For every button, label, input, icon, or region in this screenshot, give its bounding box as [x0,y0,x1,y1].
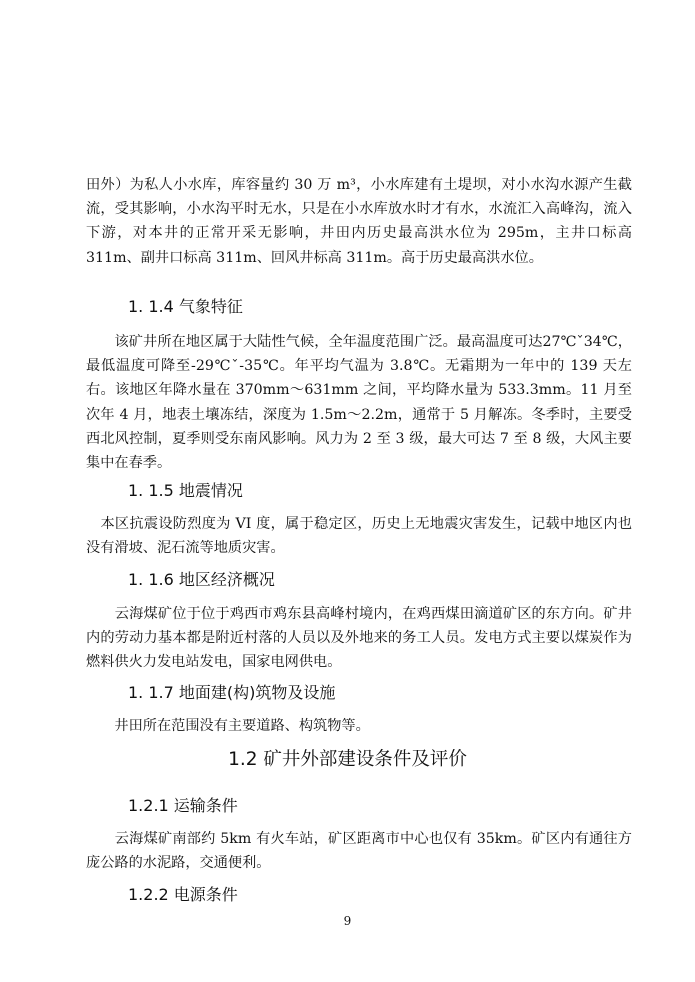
heading-1-1-7: 1. 1.7 地面建(构)筑物及设施 [128,683,336,702]
paragraph-climate: 该矿井所在地区属于大陆性气候，全年温度范围广泛。最高温度可达27℃ˇ34℃， 最低温度可降至-29℃ˇ-35℃。年平均气温为 3.8℃。无霜期为一年中的 139 天左右。该地区年降水量在 370mm～631mm 之间，平均降水量为 533.3mm。11 月至次年 4 月，地表土壤冻结，深度为 1.5m～2.2m，通常于 5 月解冻。冬季时，主要受西北风控制，夏季则受东南风影响。风力为 2 至 3 级，最大可达 7 至 8 级，大风主要集中在春季。 [86,334,632,472]
page-number: 9 [343,914,352,928]
heading-1-2-2: 1.2.2 电源条件 [128,885,238,904]
paragraph-surface-buildings: 井田所在范围没有主要道路、构筑物等。 [86,718,370,734]
paragraph-economy: 云海煤矿位于位于鸡西市鸡东县高峰村境内，在鸡西煤田滴道矿区的东方向。矿井内的劳动力基本都是附近村落的人员以及外地来的务工人员。发电方式主要以煤炭作为燃料供火力发电站发电，国家电网供电。 [86,606,632,671]
heading-1-1-5: 1. 1.5 地震情况 [128,481,243,500]
paragraph-transport: 云海煤矿南部约 5km 有火车站，矿区距离市中心也仅有 35km。矿区内有通往方庞公路的水泥路，交通便利。 [86,831,632,872]
heading-1-1-4: 1. 1.4 气象特征 [128,297,243,316]
heading-1-2: 1.2 矿井外部建设条件及评价 [228,749,467,770]
paragraph-earthquake: 本区抗震设防烈度为 VI 度，属于稳定区，历史上无地震灾害发生，记载中地区内也没有滑坡、泥石流等地质灾害。 [86,516,632,557]
heading-1-2-1: 1.2.1 运输条件 [128,796,238,815]
paragraph-hydrology-continuation: 田外）为私人小水库，库容量约 30 万 m³，小水库建有土堤坝，对小水沟水源产生截流，受其影响，小水沟平时无水，只是在小水库放水时才有水，水流汇入高峰沟，流入下游，对本井的正常开采无影响，井田内历史最高洪水位为 295m，主井口标高 311m、副井口标高 311m、回风井标高 311m。高于历史最高洪水位。 [86,177,632,266]
heading-1-1-6: 1. 1.6 地区经济概况 [128,570,275,589]
